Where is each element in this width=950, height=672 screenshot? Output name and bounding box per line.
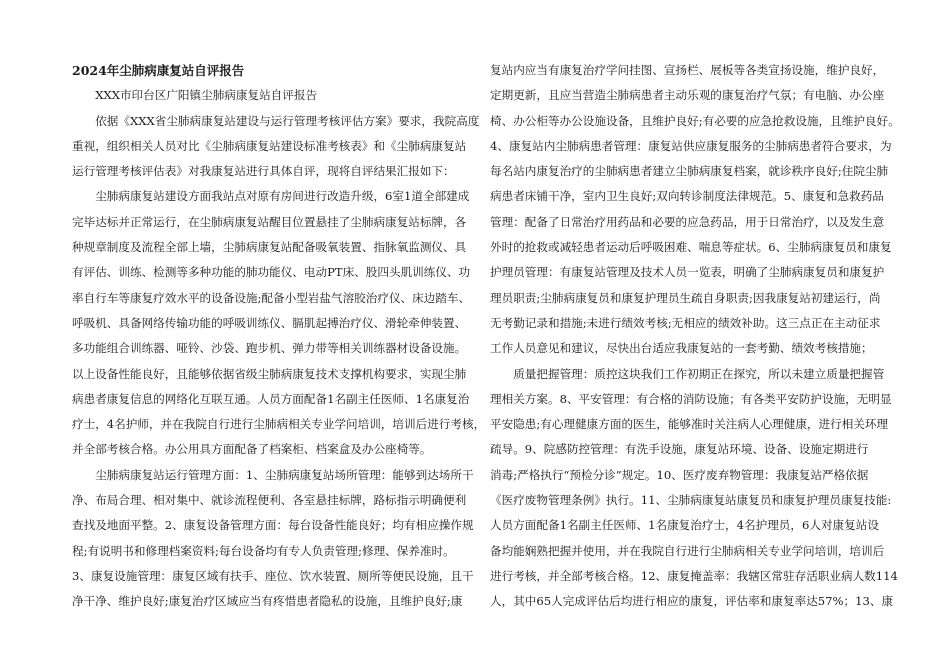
paragraph-line: 工作人员意见和建议，尽快出台适应我康复站的一套考勤、绩效考核措施； bbox=[490, 341, 873, 356]
left-column bbox=[72, 58, 486, 615]
document-title: 2024年尘肺病康复站自评报告 bbox=[72, 63, 245, 78]
paragraph-line: 疗士，4名护师，并在我院自行进行尘肺病相关专业学问培训，培训后进行考核， bbox=[72, 417, 486, 432]
paragraph-line: 依据《XXX省尘肺病康复站建设与运行管理考核评估方案》要求，我院高度 bbox=[72, 113, 480, 128]
paragraph-line: 疏导。9、院感防控管理：有洗手设施，康复站环境、设备、设施定期进行 bbox=[490, 442, 869, 457]
paragraph-line: 尘肺病康复站运行管理方面：1、尘肺病康复站场所管理：能够到达场所干 bbox=[72, 467, 474, 482]
paragraph-line: 人员方面配备1名副主任医师、1名康复治疗士，4名护理员，6人对康复站设 bbox=[490, 518, 879, 533]
paragraph-line: 复站内应当有康复治疗学问挂图、宣扬栏、展板等各类宣扬设施，维护良好， bbox=[490, 63, 885, 77]
paragraph-line: 无考勤记录和措施;未进行绩效考核;无相应的绩效补助。这三点正在主动征求 bbox=[490, 315, 881, 330]
paragraph-line: 多功能组合训练器、哑铃、沙袋、跑步机、弹力带等相关训练器材设备设施。 bbox=[72, 341, 467, 356]
paragraph-line: 备均能娴熟把握并使用，并在我院自行进行尘肺病相关专业学问培训，培训后 bbox=[490, 543, 885, 558]
paragraph-line: 以上设备性能良好，且能够依据省级尘肺病康复技术支撑机构要求，实现尘肺 bbox=[72, 366, 467, 381]
paragraph-line: 有评估、训练、检测等多种功能的肺功能仪、电动PT床、股四头肌训练仪、功 bbox=[72, 265, 471, 280]
paragraph-line: 质量把握管理：质控这块我们工作初期正在探究，所以未建立质量把握管 bbox=[490, 366, 885, 381]
paragraph-line: 病患者床铺干净，室内卫生良好;双向转诊制度法律规范。5、康复和急救药品 bbox=[490, 189, 884, 204]
paragraph-line: 完毕达标并正常运行，在尘肺病康复站醒目位置悬挂了尘肺病康复站标牌，各 bbox=[72, 214, 467, 229]
paragraph-line: 理相关方案。8、平安管理：有合格的消防设施；有各类平安防护设施，无明显 bbox=[490, 391, 892, 406]
paragraph-line: 消毒;严格执行“预检分诊”规定。10、医疗废弃物管理：我康复站严格依据 bbox=[490, 467, 869, 482]
paragraph-line: 率自行车等康复疗效水平的设备设施;配备小型岩盐气溶胶治疗仪、床边踏车、 bbox=[72, 290, 471, 305]
paragraph-line: 进行考核，并全部考核合格。12、康复掩盖率：我辖区常驻存活职业病人数114 bbox=[490, 568, 898, 583]
paragraph-line: 重视，组织相关人员对比《尘肺病康复站建设标准考核表》和《尘肺病康复站 bbox=[72, 138, 467, 153]
paragraph-line: 尘肺病康复站建设方面我站点对原有房间进行改造升级，6室1道全部建成 bbox=[72, 189, 470, 204]
paragraph-line: 种规章制度及流程全部上墙，尘肺病康复站配备吸氧装置、指脉氧监测仪、具 bbox=[72, 240, 467, 255]
paragraph-line: 人，其中65人完成评估后均进行相应的康复，评估率和康复率达57%；13、康 bbox=[490, 594, 894, 609]
paragraph-line: 《医疗废物管理条例》执行。11、尘肺病康复站康复员和康复护理员康复技能: bbox=[490, 493, 892, 508]
paragraph-line: 查找及地面平整。2、康复设备管理方面：每台设备性能良好；均有相应操作规 bbox=[72, 518, 474, 533]
paragraph-line: 定期更新，且应当营造尘肺病患者主动乐观的康复治疗气氛；有电脑、办公座 bbox=[490, 88, 885, 103]
paragraph-line: 并全部考核合格。办公用具方面配备了档案柜、档案盒及办公座椅等。 bbox=[72, 442, 432, 457]
paragraph-line: 外时的抢救或减轻患者运动后呼吸困难、喘息等症状。6、尘肺病康复员和康复 bbox=[490, 240, 892, 255]
paragraph-line: 椅、办公柜等办公设施设备，且维护良好;有必要的应急抢救设施，且维护良好。 bbox=[490, 113, 900, 128]
paragraph-line: 净干净、维护良好;康复治疗区域应当有疼惜患者隐私的设施，且维护良好;康 bbox=[72, 594, 463, 609]
paragraph-line: 管理：配备了日常治疗用药品和必要的应急药品，用于日常治疗，以及发生意 bbox=[490, 214, 885, 229]
paragraph-line: 程;有说明书和修理档案资料;每台设备均有专人负责管理;修理、保养准时。 bbox=[72, 543, 455, 558]
right-column bbox=[490, 58, 900, 615]
paragraph-line: 护理员管理：有康复站管理及技术人员一览表，明确了尘肺病康复员和康复护 bbox=[490, 265, 885, 280]
paragraph-line: 理员职责;尘肺病康复员和康复护理员生疏自身职责;因我康复站初建运行，尚 bbox=[490, 290, 881, 305]
paragraph-line: 4、康复站内尘肺病患者管理：康复站供应康复服务的尘肺病患者符合要求，为 bbox=[490, 138, 892, 153]
paragraph-line: 平安隐患;有心理健康方面的医生，能够准时关注病人心理健康，进行相关环理 bbox=[490, 417, 889, 432]
paragraph-line: 呼吸机、具备网络传输功能的呼吸训练仪、膈肌起搏治疗仪、滑轮牵伸装置、 bbox=[72, 315, 467, 330]
paragraph-line: 3、康复设施管理：康复区域有扶手、座位、饮水装置、厕所等便民设施，且干 bbox=[72, 568, 474, 583]
paragraph-line: 运行管理考核评估表》对我康复站进行具体自评，现将自评结果汇报如下： bbox=[72, 164, 455, 179]
paragraph-line: 每名站内康复治疗的尘肺病患者建立尘肺病康复档案，就诊秩序良好;住院尘肺 bbox=[490, 164, 889, 179]
paragraph-line: XXX市印台区广阳镇尘肺病康复站自评报告 bbox=[72, 88, 318, 103]
paragraph-line: 病患者康复信息的网络化互联互通。人员方面配备1名副主任医师、1名康复治 bbox=[72, 391, 470, 406]
paragraph-line: 净、布局合理、相对集中、就诊流程便利、各室悬挂标牌，路标指示明确便利 bbox=[72, 493, 467, 508]
